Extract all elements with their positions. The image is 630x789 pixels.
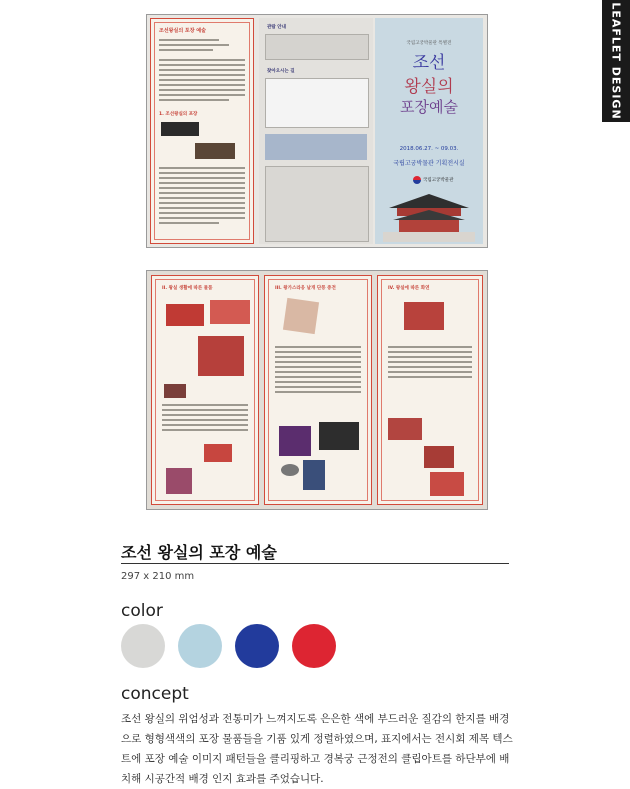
- outer-panel-cover: [375, 18, 483, 244]
- cover-museum: 국립고궁박물관: [423, 178, 454, 183]
- swatch-light-blue: [178, 624, 222, 668]
- info-label-2: 찾아오시는 길: [267, 69, 295, 74]
- swatch-light-gray: [121, 624, 165, 668]
- swatch-red: [292, 624, 336, 668]
- leaflet-design-label: LEAFLET DESIGN: [609, 2, 623, 120]
- cover-small-title: 국립고궁박물관 특별전: [406, 41, 452, 46]
- inner-section-2: III. 왕가스라웅 날개 단풍 중전: [275, 286, 336, 291]
- leaflet-inner-spread: [146, 270, 488, 510]
- seal-image-1: [161, 122, 199, 136]
- outer-panel-2: [259, 18, 373, 244]
- swatch-royal-blue: [235, 624, 279, 668]
- cover-dates: 2018.06.27. ~ 09.03.: [399, 146, 459, 152]
- panel1-header: 조선왕실의 포장 예술: [159, 28, 206, 34]
- outer-panel-1: [150, 18, 254, 244]
- color-heading: color: [121, 601, 163, 621]
- concept-heading: concept: [121, 684, 189, 704]
- cover-title-line3: 포장예술: [400, 98, 458, 116]
- seal-image-2: [195, 143, 235, 159]
- concept-body: 조선 왕실의 위엄성과 전통미가 느껴지도록 은은한 색에 부드러운 질감의 한지를 배경으로 형형색색의 포장 물품들을 기품 있게 정렬하였으며, 표지에서는 전시회 제목 텍스트에 포장 예술 이미지 패턴들을 클리핑하고 경복궁 근정전의 클립아트를 하단부에 배치해 시공간적 배경 인지 효과를 주었습니다.: [121, 713, 513, 785]
- cover-venue: 국립고궁박물관 기획전시실: [393, 160, 465, 167]
- cover-title-line2: 왕실의: [404, 77, 454, 97]
- cover-title-line1: 조선: [412, 53, 446, 73]
- map-image: [265, 78, 369, 128]
- panel1-section: 1. 조선왕실의 포장: [159, 112, 198, 117]
- inner-section-1: II. 왕실 생활에 따른 물품: [162, 286, 213, 291]
- inner-panel-3: [377, 275, 483, 505]
- museum-logo-icon: [413, 176, 421, 184]
- project-title: 조선 왕실의 포장 예술: [121, 543, 277, 562]
- leaflet-outer-spread: [146, 14, 488, 248]
- inner-panel-1: [151, 275, 259, 505]
- inner-section-3: IV. 왕실에 따른 화연: [388, 286, 430, 291]
- leaflet-design-tab: [602, 0, 630, 122]
- title-divider: [121, 563, 509, 564]
- inner-panel-2: [264, 275, 372, 505]
- info-label-1: 관람 안내: [267, 25, 286, 30]
- project-size: 297 x 210 mm: [121, 571, 195, 582]
- palace-illustration: [379, 190, 479, 242]
